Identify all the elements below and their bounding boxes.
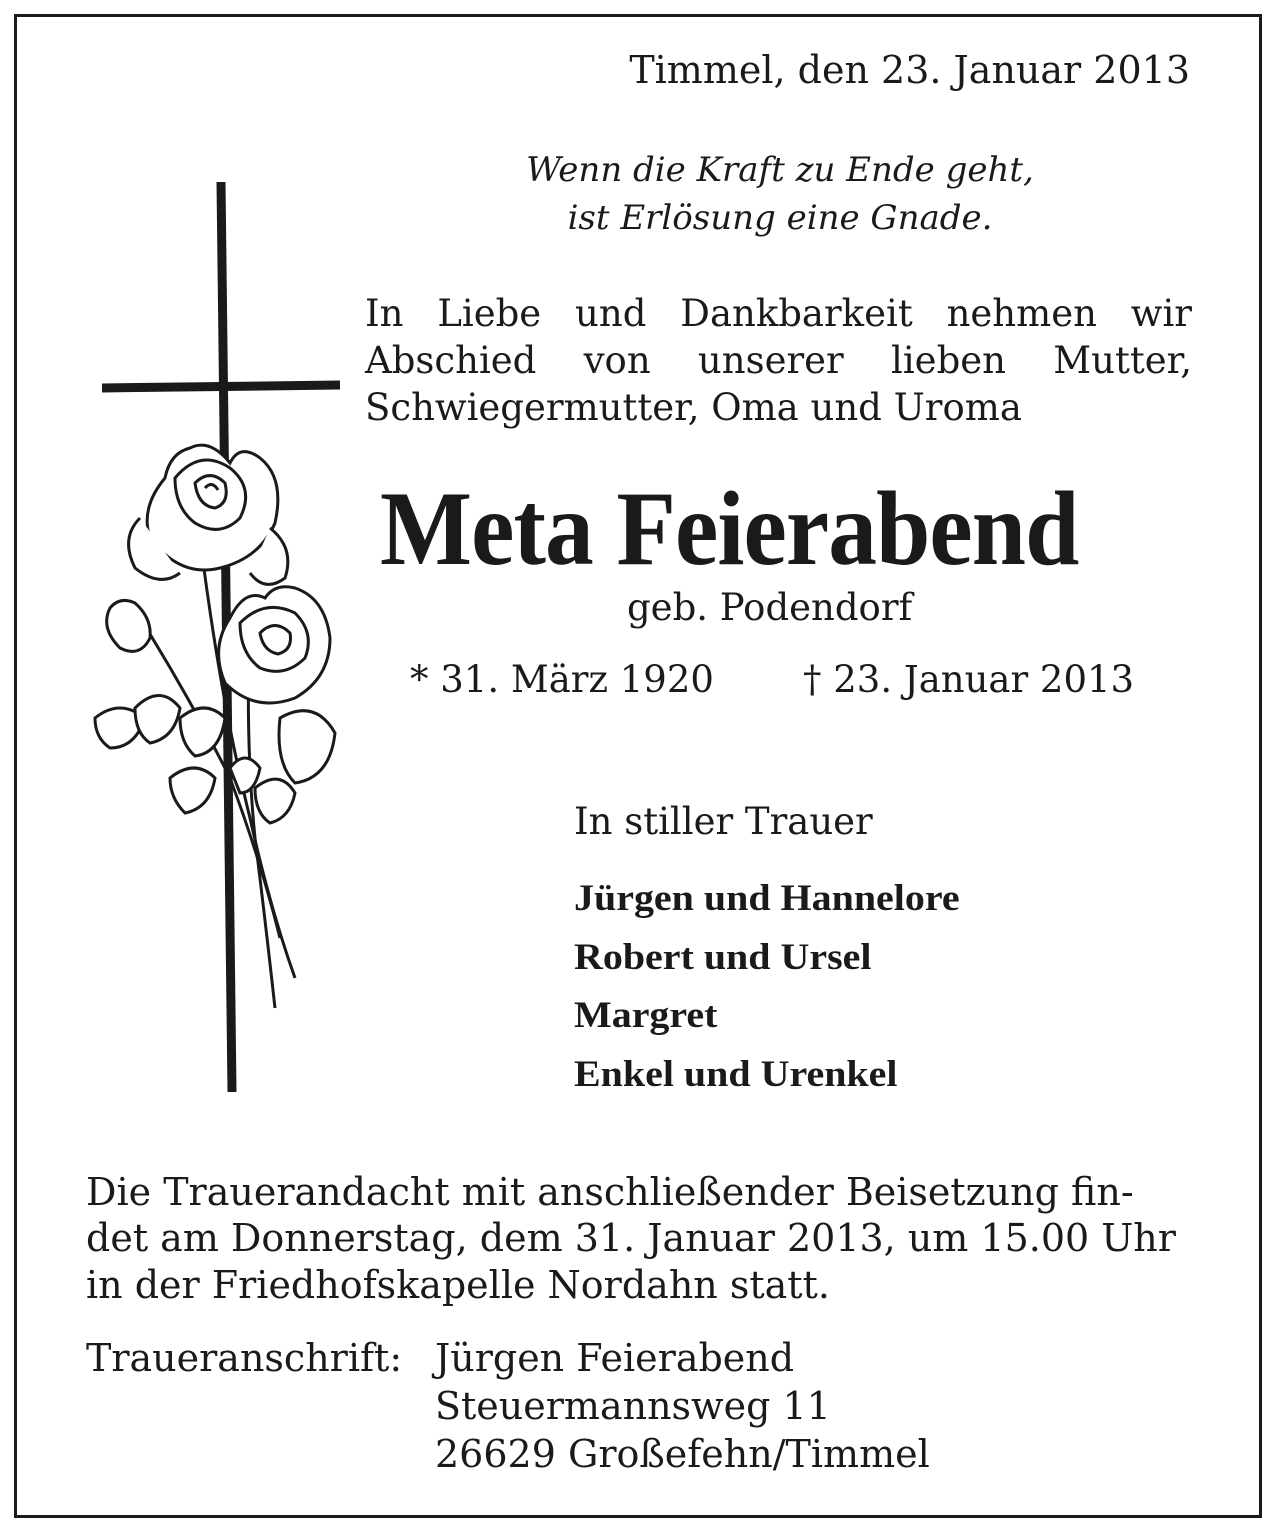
motto-line-2: ist Erlösung eine Gnade.	[567, 198, 993, 238]
address-line-3: 26629 Großefehn/Timmel	[435, 1432, 930, 1476]
mourner-name: Margret	[574, 995, 718, 1036]
death-date: † 23. Januar 2013	[803, 658, 1135, 701]
mourner-name: Robert und Ursel	[574, 937, 872, 978]
deceased-name: Meta Feierabend	[380, 470, 1079, 587]
rose-bouquet-illustration	[95, 445, 335, 1008]
cross-icon	[80, 178, 350, 1098]
mourner-name: Enkel und Urenkel	[574, 1054, 898, 1095]
service-line-2: det am Donnerstag, dem 31. Januar 2013, um 15.00 Uhr	[86, 1216, 1176, 1260]
intro-line-1: In Liebe und Dankbarkeit nehmen wir	[365, 292, 1192, 335]
service-line-1: Die Trauerandacht mit anschließender Beisetzung fin-	[86, 1170, 1134, 1214]
mourning-heading: In stiller Trauer	[574, 800, 873, 843]
birth-date: * 31. März 1920	[410, 658, 714, 701]
place-date: Timmel, den 23. Januar 2013	[629, 48, 1190, 92]
mourner-name: Jürgen und Hannelore	[574, 878, 960, 919]
address-line-2: Steuermannsweg 11	[435, 1384, 831, 1428]
service-line-3: in der Friedhofskapelle Nordahn statt.	[86, 1263, 830, 1307]
address-label: Traueranschrift:	[86, 1336, 403, 1380]
intro-line-2: Abschied von unserer lieben Mutter,	[365, 339, 1192, 382]
intro-line-3: Schwiegermutter, Oma und Uroma	[365, 386, 1022, 429]
address-line-1: Jürgen Feierabend	[435, 1336, 795, 1380]
birth-name: geb. Podendorf	[627, 586, 913, 629]
motto-line-1: Wenn die Kraft zu Ende geht,	[526, 150, 1034, 190]
